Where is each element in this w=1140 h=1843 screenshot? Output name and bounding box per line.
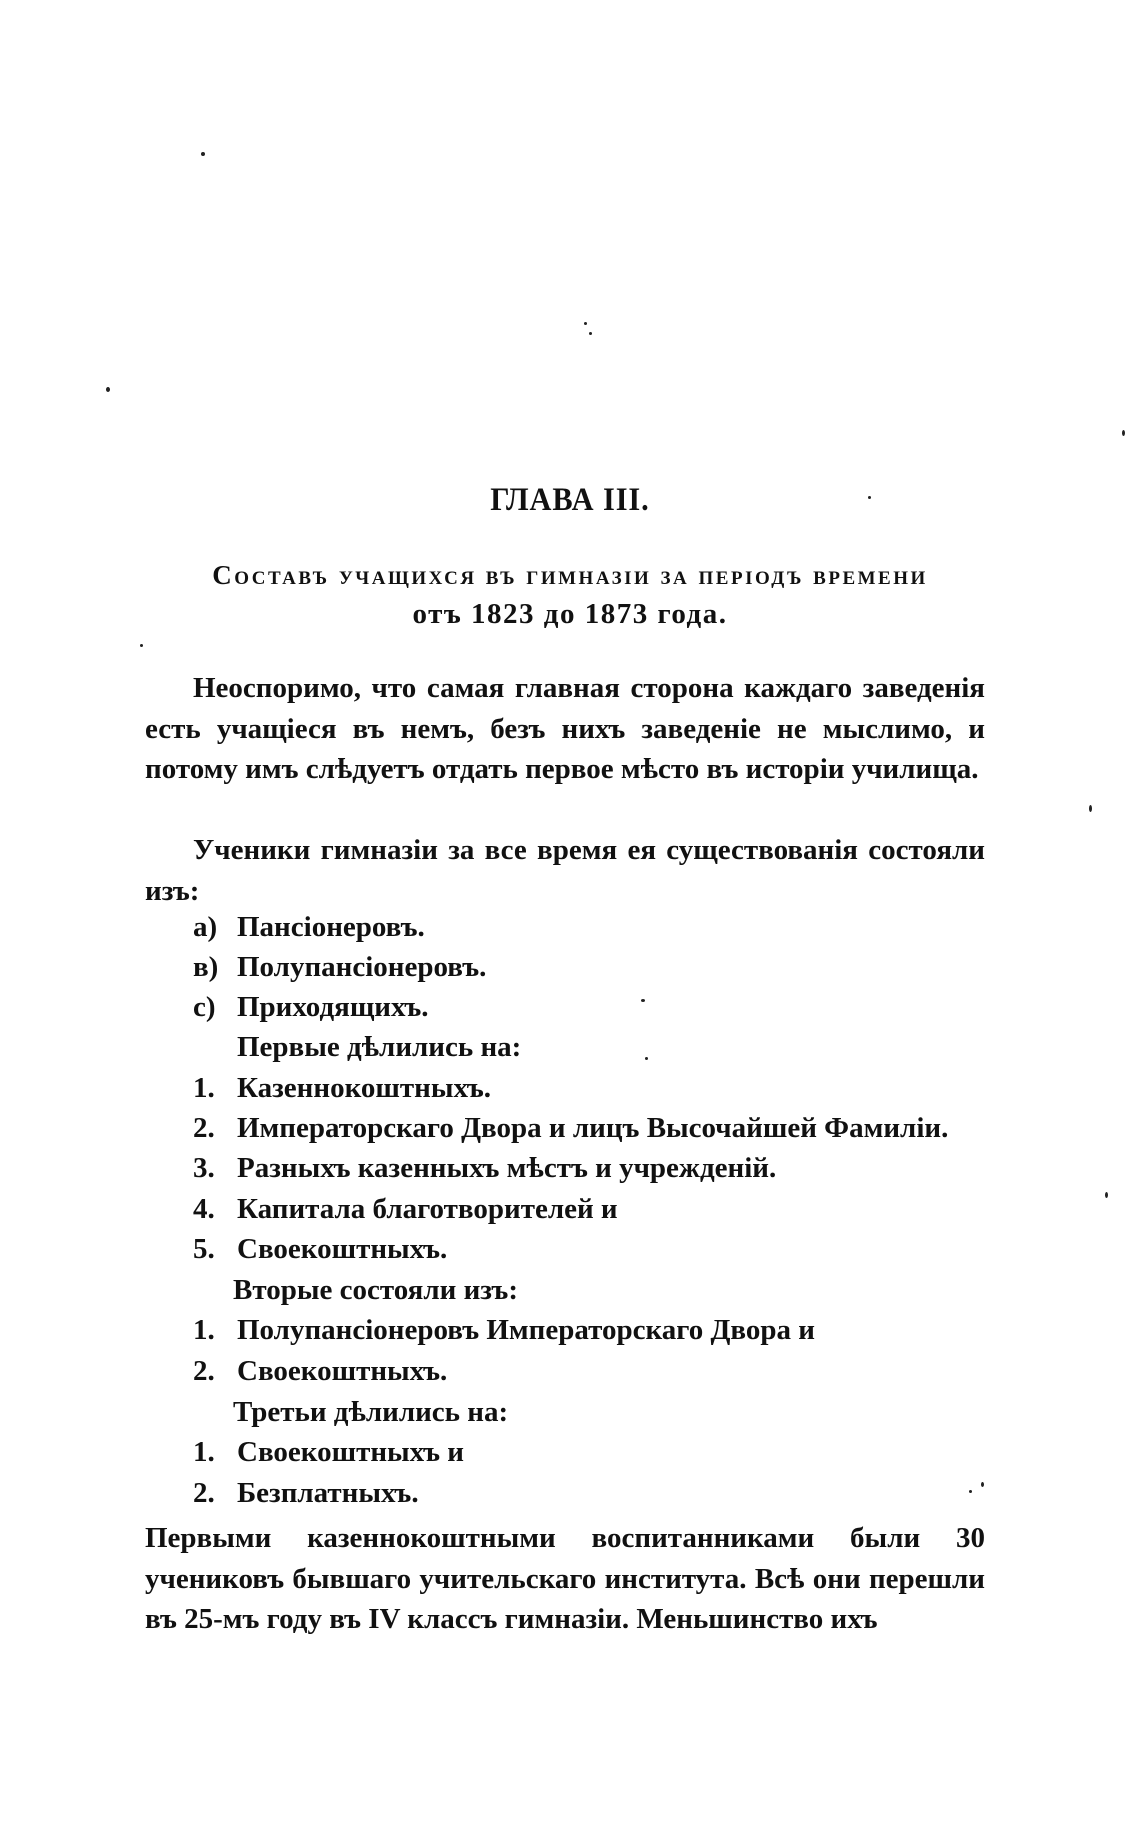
chapter-subtitle-line-2: отъ 1823 до 1873 года. (412, 598, 728, 630)
list-text: Казеннокоштныхъ. (237, 1072, 492, 1104)
list-marker: 2. (193, 1355, 215, 1387)
category-text: Приходящихъ. (237, 991, 429, 1023)
list-marker: 5. (193, 1233, 215, 1265)
category-text: Пансіонеровъ. (237, 911, 425, 943)
group2-heading: Вторые состояли изъ: (233, 1274, 519, 1306)
scan-speck (969, 1490, 972, 1493)
group3-item (193, 1477, 419, 1510)
scan-speck (1089, 805, 1092, 812)
category-item (193, 991, 429, 1024)
scan-speck (1122, 430, 1125, 436)
group1-item (193, 1112, 948, 1145)
category-item (193, 951, 486, 984)
group2-item (193, 1314, 815, 1347)
group1-heading: Первые дѣлились на: (237, 1031, 522, 1063)
group1-item (193, 1193, 618, 1226)
list-text: Своекоштныхъ. (237, 1355, 448, 1387)
category-marker: а) (193, 911, 218, 943)
scan-speck (641, 999, 645, 1002)
scan-speck (201, 152, 205, 156)
students-paragraph: Ученики гимназіи за все время ея существованія состояли изъ: (145, 834, 985, 907)
scan-speck (589, 332, 592, 335)
category-text: Полупансіонеровъ. (237, 951, 487, 983)
category-marker: в) (193, 951, 219, 983)
scan-speck (584, 322, 587, 325)
group1-item (193, 1233, 447, 1266)
chapter-heading: ГЛАВА III. (490, 482, 650, 518)
group1-item (193, 1152, 776, 1185)
group3-heading: Третьи дѣлились на: (233, 1396, 509, 1428)
scan-speck (981, 1482, 984, 1487)
category-marker: с) (193, 991, 216, 1023)
list-text: Своекоштныхъ и (237, 1436, 464, 1468)
scan-speck (140, 644, 143, 647)
list-text: Императорскаго Двора и лицъ Высочайшей Фамиліи. (237, 1112, 949, 1144)
scan-speck (645, 1057, 648, 1060)
list-marker: 4. (193, 1193, 215, 1225)
list-marker: 1. (193, 1314, 215, 1346)
scan-speck (106, 387, 110, 392)
group1-item (193, 1072, 491, 1105)
chapter-subtitle-line-1: Составъ учащихся въ гимназіи за періодъ времени (212, 560, 928, 590)
group2-item (193, 1355, 447, 1388)
group3-item (193, 1436, 464, 1469)
list-marker: 2. (193, 1477, 215, 1509)
list-marker: 1. (193, 1072, 215, 1104)
category-item (193, 911, 425, 944)
list-text: Полупансіонеровъ Императорскаго Двора и (237, 1314, 815, 1346)
list-marker: 3. (193, 1152, 215, 1184)
list-text: Капитала благотворителей и (237, 1193, 618, 1225)
list-text: Своекоштныхъ. (237, 1233, 448, 1265)
list-marker: 1. (193, 1436, 215, 1468)
scan-speck (1105, 1192, 1108, 1198)
closing-paragraph: Первыми казеннокоштными воспитанниками были 30 учениковъ бывшаго учительскаго института. Всѣ они перешли въ 25-мъ году въ IV классъ гимназіи. Меньшинство ихъ (145, 1522, 985, 1635)
list-marker: 2. (193, 1112, 215, 1144)
list-text: Разныхъ казенныхъ мѣстъ и учрежденій. (237, 1152, 777, 1184)
list-text: Безплатныхъ. (237, 1477, 419, 1509)
intro-paragraph: Неоспоримо, что самая главная сторона каждаго заведенія есть учащіеся въ немъ, безъ нихъ заведеніе не мыслимо, и потому имъ слѣдуетъ отдать первое мѣсто въ исторіи училища. (145, 672, 985, 785)
